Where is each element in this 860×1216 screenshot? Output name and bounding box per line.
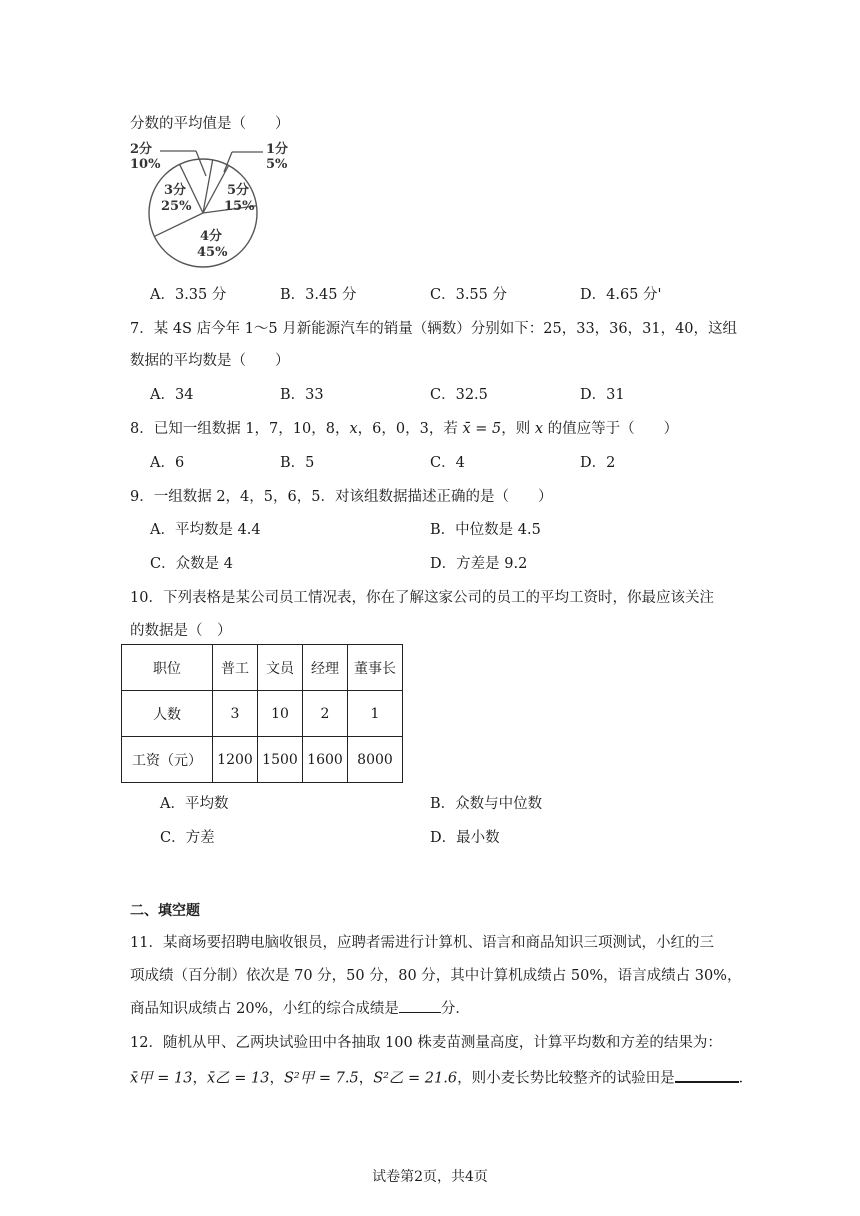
- q8-mean-condition: x̄ = 5: [462, 421, 502, 437]
- q10-stem-line1: 10．下列表格是某公司员工情况表，你在了解这家公司的员工的平均工资时，你最应该关注: [130, 590, 714, 606]
- pie-label-5: 5分: [227, 183, 250, 198]
- pie-pct-1: 5%: [266, 157, 288, 172]
- table-header-cell: 文员: [258, 645, 303, 691]
- q10-option-a[interactable]: A．平均数: [160, 796, 229, 812]
- pie-label-2: 2分: [130, 142, 153, 157]
- table-row: [122, 691, 403, 737]
- q6-option-d[interactable]: D．4.65 分': [580, 287, 662, 303]
- table-cell: 1: [348, 691, 403, 737]
- table-row: [122, 645, 403, 691]
- q8-option-b[interactable]: B．5: [280, 455, 315, 471]
- table-header-cell: 经理: [303, 645, 348, 691]
- pie-pct-4: 45%: [197, 245, 228, 260]
- q7-stem-line1: 7．某 4S 店今年 1～5 月新能源汽车的销量（辆数）分别如下：25，33，36，31，40，这组: [130, 321, 738, 337]
- q9-option-d[interactable]: D．方差是 9.2: [430, 556, 528, 572]
- q10-option-d[interactable]: D．最小数: [430, 830, 500, 846]
- q6-option-a[interactable]: A．3.35 分: [150, 287, 227, 303]
- q12-mean-jia: x̄甲 = 13: [130, 1070, 193, 1087]
- pie-pct-5: 15%: [224, 199, 255, 214]
- q8-stem: 8．已知一组数据 1，7，10，8，x，6，0，3，若 x̄ = 5，则 x 的值应等于（ ）: [130, 421, 679, 437]
- q8-option-a[interactable]: A．6: [150, 455, 185, 471]
- q7-option-c[interactable]: C．32.5: [430, 387, 488, 403]
- table-cell: 8000: [348, 737, 403, 783]
- q9-option-c[interactable]: C．众数是 4: [150, 556, 233, 572]
- table-row: [122, 737, 403, 783]
- table-header-cell: 董事长: [348, 645, 403, 691]
- q10-option-b[interactable]: B．众数与中位数: [430, 796, 543, 812]
- q12-stem-line1: 12．随机从甲、乙两块试验田中各抽取 100 株麦苗测量高度，计算平均数和方差的结果为：: [130, 1035, 722, 1051]
- q11-stem-line1: 11．某商场要招聘电脑收银员，应聘者需进行计算机、语言和商品知识三项测试，小红的三: [130, 935, 714, 951]
- table-cell: 1200: [213, 737, 258, 783]
- q6-stem-tail: 分数的平均值是（ ）: [130, 116, 290, 132]
- q10-stem-line2: 的数据是（ ）: [130, 623, 232, 639]
- table-cell: 3: [213, 691, 258, 737]
- q9-option-b[interactable]: B．中位数是 4.5: [430, 522, 541, 538]
- table-header-cell: 普工: [213, 645, 258, 691]
- q7-option-b[interactable]: B．33: [280, 387, 324, 403]
- table-cell: 人数: [122, 691, 213, 737]
- table-cell: 工资（元）: [122, 737, 213, 783]
- q7-stem-line2: 数据的平均数是（ ）: [130, 353, 290, 369]
- q8-option-c[interactable]: C．4: [430, 455, 465, 471]
- q12-var-jia: S²甲 = 7.5: [284, 1070, 359, 1087]
- pie-pct-3: 25%: [161, 199, 192, 214]
- table-header-cell: 职位: [122, 645, 213, 691]
- pie-label-1: 1分: [266, 142, 289, 157]
- table-cell: 2: [303, 691, 348, 737]
- page-footer: 试卷第2页，共4页: [372, 1169, 488, 1185]
- table-cell: 1600: [303, 737, 348, 783]
- q12-answer-blank[interactable]: [675, 1066, 739, 1083]
- score-pie-chart: [128, 138, 298, 268]
- pie-pct-2: 10%: [130, 157, 161, 172]
- q12-mean-yi: x̄乙 = 13: [207, 1070, 270, 1087]
- q9-stem: 9．一组数据 2，4，5，6，5．对该组数据描述正确的是（ ）: [130, 489, 553, 505]
- pie-label-3: 3分: [164, 183, 187, 198]
- section-title-fill-in: 二、填空题: [130, 903, 200, 919]
- q12-stem-line2: x̄甲 = 13，x̄乙 = 13，S²甲 = 7.5，S²乙 = 21.6，则小麦长势比较整齐的试验田是 ．: [130, 1066, 753, 1088]
- q12-var-yi: S²乙 = 21.6: [373, 1070, 458, 1087]
- table-cell: 1500: [258, 737, 303, 783]
- table-cell: 10: [258, 691, 303, 737]
- q11-stem-line3: 商品知识成绩占 20%，小红的综合成绩是 分．: [130, 997, 470, 1018]
- q8-option-d[interactable]: D．2: [580, 455, 616, 471]
- q6-option-c[interactable]: C．3.55 分: [430, 287, 507, 303]
- q7-option-a[interactable]: A．34: [150, 387, 194, 403]
- q9-option-a[interactable]: A．平均数是 4.4: [150, 522, 261, 538]
- q11-stem-line2: 项成绩（百分制）依次是 70 分，50 分，80 分，其中计算机成绩占 50%，语言成绩占 30%，: [130, 968, 742, 984]
- employee-table: [121, 644, 403, 783]
- q6-option-b[interactable]: B．3.45 分: [280, 287, 357, 303]
- q7-option-d[interactable]: D．31: [580, 387, 625, 403]
- q10-option-c[interactable]: C．方差: [160, 830, 215, 846]
- q11-answer-blank[interactable]: [399, 998, 441, 1014]
- pie-label-4: 4分: [200, 229, 223, 244]
